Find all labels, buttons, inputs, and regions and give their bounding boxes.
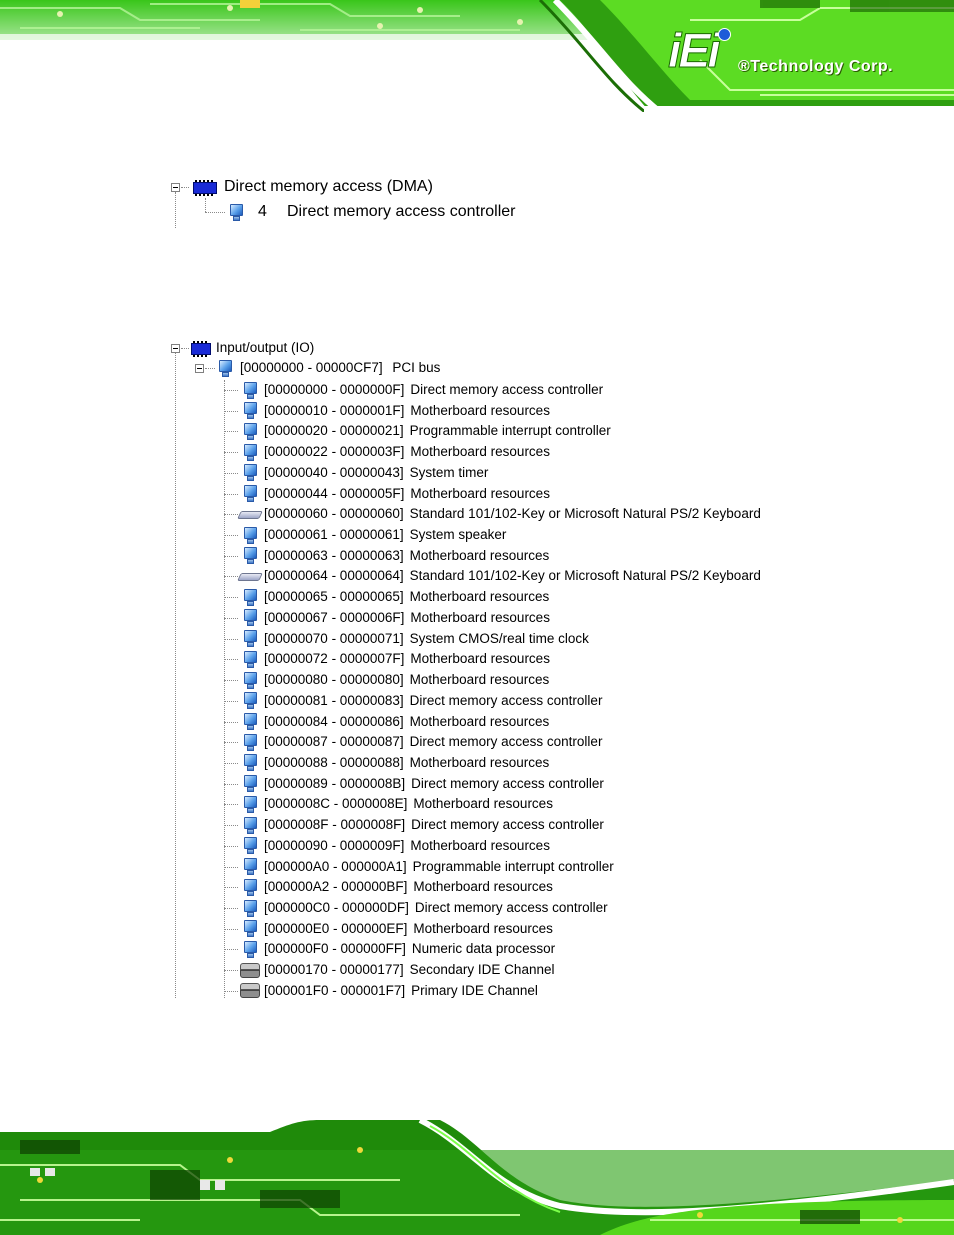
monitor-icon [238, 774, 262, 795]
monitor-icon [238, 380, 262, 401]
circuit-board-graphic-bottom [0, 1120, 954, 1235]
io-list-item[interactable] [264, 714, 549, 729]
io-range: [00000020 - 00000021] [264, 423, 404, 439]
io-list-item[interactable] [264, 817, 604, 832]
io-device-name: Primary IDE Channel [411, 982, 538, 998]
monitor-icon [238, 670, 262, 691]
collapse-toggle-dma[interactable] [171, 183, 180, 192]
io-list-item[interactable] [264, 527, 506, 542]
monitor-icon [238, 919, 262, 940]
chip-icon [191, 178, 219, 198]
io-range: [00000063 - 00000063] [264, 547, 404, 563]
dma-child-label[interactable]: Direct memory access controller [287, 203, 516, 220]
io-list-item[interactable] [264, 403, 550, 418]
io-list-item[interactable] [264, 921, 553, 936]
monitor-icon [238, 629, 262, 650]
io-range: [0000008F - 0000008F] [264, 817, 406, 833]
io-list-item[interactable] [264, 651, 550, 666]
io-list-item[interactable] [264, 506, 761, 521]
monitor-icon [238, 421, 262, 442]
monitor-icon [238, 608, 262, 629]
io-device-name: Motherboard resources [410, 837, 550, 853]
io-list-item[interactable] [264, 879, 553, 894]
io-device-name: Motherboard resources [409, 713, 550, 729]
io-list-item[interactable] [264, 568, 761, 583]
io-device-name: Direct memory access controller [414, 900, 608, 915]
io-list-item[interactable] [264, 444, 550, 459]
io-range: [00000070 - 00000071] [264, 630, 404, 646]
monitor-icon [238, 794, 262, 815]
dma-root-label[interactable]: Direct memory access (DMA) [224, 178, 433, 195]
io-device-name: Motherboard resources [410, 609, 550, 625]
monitor-icon [238, 401, 262, 422]
chip-icon [189, 339, 213, 359]
io-device-name: System CMOS/real time clock [409, 630, 589, 646]
dma-channel-number: 4 [258, 203, 267, 220]
monitor-icon [238, 898, 262, 919]
monitor-icon [226, 202, 246, 224]
io-list-item[interactable] [264, 486, 550, 501]
monitor-icon [238, 939, 262, 960]
monitor-icon [238, 753, 262, 774]
io-list-item[interactable] [264, 796, 553, 811]
io-device-name: Standard 101/102-Key or Microsoft Natural PS/2 Keyboard [409, 568, 761, 584]
io-device-name: Secondary IDE Channel [409, 962, 555, 978]
io-range: [00000090 - 0000009F] [264, 837, 405, 853]
monitor-icon [238, 442, 262, 463]
io-list-item[interactable] [264, 548, 549, 563]
io-range: [00000081 - 00000083] [264, 692, 404, 708]
io-device-name: Direct memory access controller [410, 382, 604, 397]
io-device-name: Motherboard resources [413, 920, 553, 936]
io-list-item[interactable] [264, 941, 555, 956]
io-range: [00000010 - 0000001F] [264, 402, 405, 418]
io-device-name: Motherboard resources [410, 402, 550, 418]
io-device-name: Motherboard resources [409, 754, 550, 770]
io-range: [00000000 - 0000000F] [264, 382, 405, 397]
io-range: [00000022 - 0000003F] [264, 444, 405, 460]
io-root-label[interactable]: Input/output (IO) [216, 340, 315, 355]
disk-icon [238, 960, 262, 981]
io-range: [00000072 - 0000007F] [264, 651, 405, 667]
io-range: [000000F0 - 000000FF] [264, 941, 406, 957]
monitor-icon [238, 463, 262, 484]
io-range: [000000A0 - 000000A1] [264, 858, 407, 874]
header-banner [0, 0, 954, 112]
io-device-name: Standard 101/102-Key or Microsoft Natural PS/2 Keyboard [409, 506, 761, 522]
io-range: [00000170 - 00000177] [264, 962, 404, 978]
io-device-name: Direct memory access controller [411, 775, 604, 791]
io-range: [00000084 - 00000086] [264, 713, 404, 729]
io-device-name: Numeric data processor [411, 941, 556, 957]
io-device-name: Motherboard resources [413, 879, 553, 895]
io-range: [00000089 - 0000008B] [264, 775, 406, 791]
io-list-item[interactable] [264, 755, 549, 770]
io-device-name: Programmable interrupt controller [409, 423, 611, 439]
io-range: [000001F0 - 000001F7] [264, 982, 406, 998]
pci-bus-range: [00000000 - 00000CF7] [240, 360, 383, 375]
monitor-icon [238, 546, 262, 567]
io-device-name: Direct memory access controller [411, 817, 604, 833]
dma-resource-tree [168, 174, 568, 234]
company-logo [668, 26, 938, 86]
collapse-toggle-io[interactable] [171, 344, 180, 353]
io-range: [000000A2 - 000000BF] [264, 879, 408, 895]
io-list-item[interactable] [264, 423, 611, 438]
disk-icon [238, 981, 262, 1002]
io-range: [00000044 - 0000005F] [264, 485, 405, 501]
monitor-icon [216, 358, 234, 380]
io-list-item[interactable] [264, 465, 488, 480]
io-range: [00000065 - 00000065] [264, 589, 404, 605]
io-list-item[interactable] [264, 962, 554, 977]
io-range: [00000080 - 00000080] [264, 672, 404, 688]
io-list-item[interactable] [264, 776, 604, 791]
pci-bus-name: PCI bus [392, 360, 441, 375]
io-range: [00000087 - 00000087] [264, 734, 404, 750]
monitor-icon [238, 732, 262, 753]
io-device-name: Motherboard resources [413, 796, 553, 812]
monitor-icon [238, 836, 262, 857]
io-list-item[interactable] [264, 900, 608, 915]
io-device-name: Motherboard resources [410, 651, 550, 667]
io-device-name: System speaker [409, 527, 507, 543]
io-list-item[interactable] [264, 693, 602, 708]
monitor-icon [238, 649, 262, 670]
io-device-name: Direct memory access controller [409, 734, 603, 750]
monitor-icon [238, 587, 262, 608]
io-range: [00000040 - 00000043] [264, 464, 404, 480]
io-list-item[interactable] [264, 734, 602, 749]
logo-mark: iEi [668, 25, 718, 78]
io-range: [00000088 - 00000088] [264, 754, 404, 770]
io-device-name: Motherboard resources [410, 485, 550, 501]
io-range: [00000067 - 0000006F] [264, 609, 405, 625]
company-name: ®Technology Corp. [738, 58, 894, 75]
monitor-icon [238, 712, 262, 733]
io-device-name: Motherboard resources [410, 444, 550, 460]
logo-dot-icon [718, 28, 731, 41]
io-range: [000000E0 - 000000EF] [264, 920, 408, 936]
io-list-item[interactable] [264, 983, 538, 998]
footer-banner [0, 1120, 954, 1235]
io-resource-tree [168, 336, 808, 1006]
monitor-icon [238, 857, 262, 878]
keyboard-icon [238, 504, 262, 525]
io-device-name: Programmable interrupt controller [412, 858, 614, 874]
io-device-name: Motherboard resources [409, 589, 550, 605]
io-list-item[interactable] [264, 859, 614, 874]
io-range: [00000060 - 00000060] [264, 506, 404, 522]
monitor-icon [238, 525, 262, 546]
io-list-item[interactable] [264, 631, 589, 646]
pci-bus-label[interactable] [240, 360, 440, 375]
monitor-icon [238, 877, 262, 898]
keyboard-icon [238, 566, 262, 587]
io-device-name: System timer [409, 464, 489, 480]
io-device-name: Direct memory access controller [409, 692, 603, 708]
io-device-name: Motherboard resources [409, 672, 550, 688]
io-list-item[interactable] [264, 610, 550, 625]
io-list-item[interactable] [264, 838, 550, 853]
io-list-item[interactable] [264, 672, 549, 687]
monitor-icon [238, 691, 262, 712]
io-list-item[interactable] [264, 589, 549, 604]
io-range: [0000008C - 0000008E] [264, 796, 408, 812]
io-range: [00000064 - 00000064] [264, 568, 404, 584]
monitor-icon [238, 815, 262, 836]
io-device-name: Motherboard resources [409, 547, 550, 563]
monitor-icon [238, 484, 262, 505]
io-range: [000000C0 - 000000DF] [264, 900, 409, 915]
io-list-item[interactable] [264, 382, 603, 397]
collapse-toggle-pci-bus[interactable] [195, 364, 204, 373]
io-range: [00000061 - 00000061] [264, 527, 404, 543]
